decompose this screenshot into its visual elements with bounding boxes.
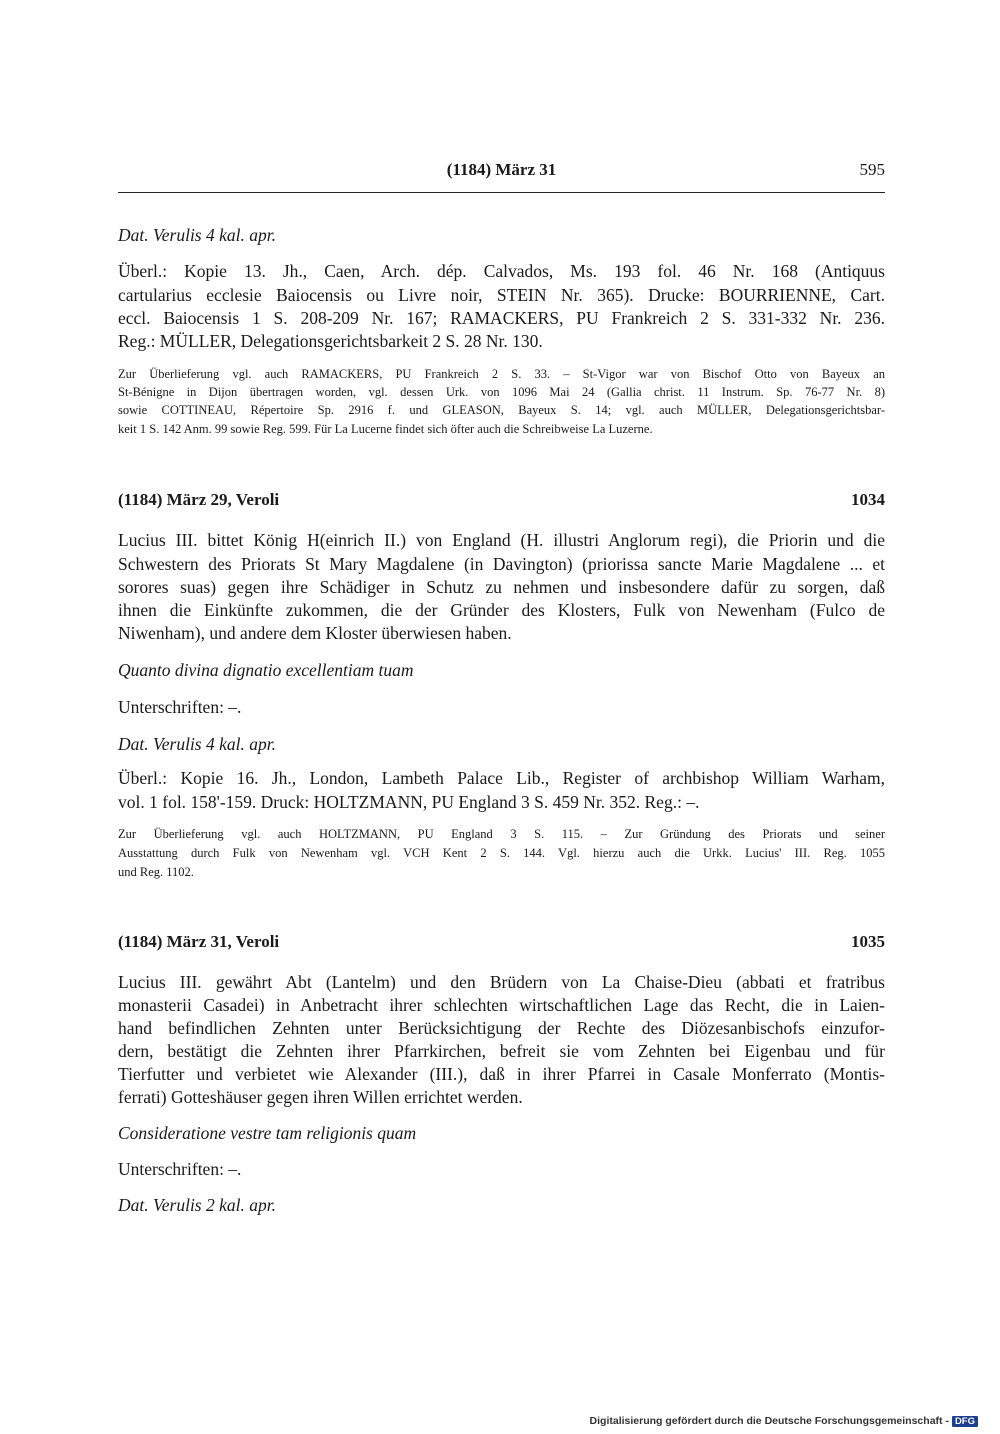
subscriptions: Unterschriften: –. (118, 1159, 242, 1179)
tradition-line: Überl.: Kopie 16. Jh., London, Lambeth Palace Lib., Register of archbishop William Warham, (118, 768, 885, 788)
incipit: Quanto divina dignatio excellentiam tuam (118, 660, 414, 680)
digitization-credit (590, 1415, 978, 1427)
note-line: Zur Überlieferung vgl. auch HOLTZMANN, PU England 3 S. 115. – Zur Gründung des Priorats und seiner (118, 827, 885, 841)
regest-line: ihnen die Einkünfte zukommen, die der Gründer des Klosters, Fulk von Newenham (Fulco de (118, 600, 885, 620)
entry-date-place: (1184) März 31, Veroli (118, 932, 280, 951)
regest-line: Tierfutter und verbietet wie Alexander (III.), daß in ihrer Pfarrei in Casale Monferrato (Montis- (118, 1064, 885, 1084)
regest-line: Lucius III. gewährt Abt (Lantelm) und den Brüdern von La Chaise-Dieu (abbati et fratribus (118, 972, 885, 992)
dfg-logo: DFG (952, 1416, 978, 1427)
running-head (118, 160, 885, 184)
regest-line: Lucius III. bittet König H(einrich II.) von England (H. illustri Anglorum regi), die Priorin und die (118, 530, 885, 550)
date-line: Dat. Verulis 2 kal. apr. (118, 1195, 276, 1215)
note-line: St-Bénigne in Dijon übertragen worden, vgl. dessen Urk. von 1096 Mai 24 (Gallia christ. 11 Instrum. Sp. 76-77 Nr. 8) (118, 385, 885, 399)
note-line: und Reg. 1102. (118, 865, 194, 879)
entry-heading (118, 490, 885, 510)
regest-line: sorores suas) gegen ihre Schädiger in Schutz zu nehmen und insbesondere dafür zu sorgen, daß (118, 577, 885, 597)
tradition-line: Überl.: Kopie 13. Jh., Caen, Arch. dép. Calvados, Ms. 193 fol. 46 Nr. 168 (Antiquus (118, 261, 885, 281)
date-line: Dat. Verulis 4 kal. apr. (118, 225, 276, 245)
page-number: 595 (859, 160, 885, 179)
header-rule (118, 192, 885, 193)
note-line: keit 1 S. 142 Anm. 99 sowie Reg. 599. Für La Lucerne findet sich öfter auch die Schreibweise La Luzerne. (118, 422, 653, 436)
regest-line: ferrati) Gotteshäuser gegen ihren Willen errichtet werden. (118, 1087, 523, 1107)
date-line: Dat. Verulis 4 kal. apr. (118, 734, 276, 754)
note-line: sowie COTTINEAU, Répertoire Sp. 2916 f. und GLEASON, Bayeux S. 14; vgl. auch MÜLLER, Delegationsgerichtsbar- (118, 403, 885, 417)
regest-line: Niwenham), und andere dem Kloster überwiesen haben. (118, 623, 512, 643)
credit-text: Digitalisierung gefördert durch die Deutsche Forschungsgemeinschaft - (589, 1415, 949, 1427)
tradition-line: Reg.: MÜLLER, Delegationsgerichtsbarkeit 2 S. 28 Nr. 130. (118, 331, 543, 351)
regest-line: monasterii Casadei) in Anbetracht ihrer schlechten wirtschaftlichen Lage das Recht, die in Laien- (118, 995, 885, 1015)
running-title: (1184) März 31 (446, 160, 557, 179)
note-line: Zur Überlieferung vgl. auch RAMACKERS, PU Frankreich 2 S. 33. – St-Vigor war von Bischof Otto von Bayeux an (118, 367, 885, 381)
tradition-line: vol. 1 fol. 158'-159. Druck: HOLTZMANN, PU England 3 S. 459 Nr. 352. Reg.: –. (118, 792, 700, 812)
subscriptions: Unterschriften: –. (118, 697, 242, 717)
note-line: Ausstattung durch Fulk von Newenham vgl. VCH Kent 2 S. 144. Vgl. hierzu auch die Urkk. Lucius' III. Reg. 1055 (118, 846, 885, 860)
regest-line: Schwestern des Priorats St Mary Magdalene (in Davington) (priorissa sancte Marie Magdalene ... et (118, 554, 885, 574)
entry-heading (118, 932, 885, 952)
incipit: Consideratione vestre tam religionis quam (118, 1123, 417, 1143)
regest-line: hand befindlichen Zehnten unter Berücksichtigung der Rechte des Diözesanbischofs einzufor- (118, 1018, 885, 1038)
entry-date-place: (1184) März 29, Veroli (118, 490, 280, 509)
entry-number: 1034 (851, 490, 885, 509)
entry-number: 1035 (851, 932, 885, 951)
tradition-line: cartularius ecclesie Baiocensis ou Livre noir, STEIN Nr. 365). Drucke: BOURRIENNE, Cart. (118, 285, 885, 305)
tradition-line: eccl. Baiocensis 1 S. 208-209 Nr. 167; RAMACKERS, PU Frankreich 2 S. 331-332 Nr. 236. (118, 308, 885, 328)
regest-line: dern, bestätigt die Zehnten ihrer Pfarrkirchen, befreit sie vom Zehnten bei Eigenbau und für (118, 1041, 885, 1061)
